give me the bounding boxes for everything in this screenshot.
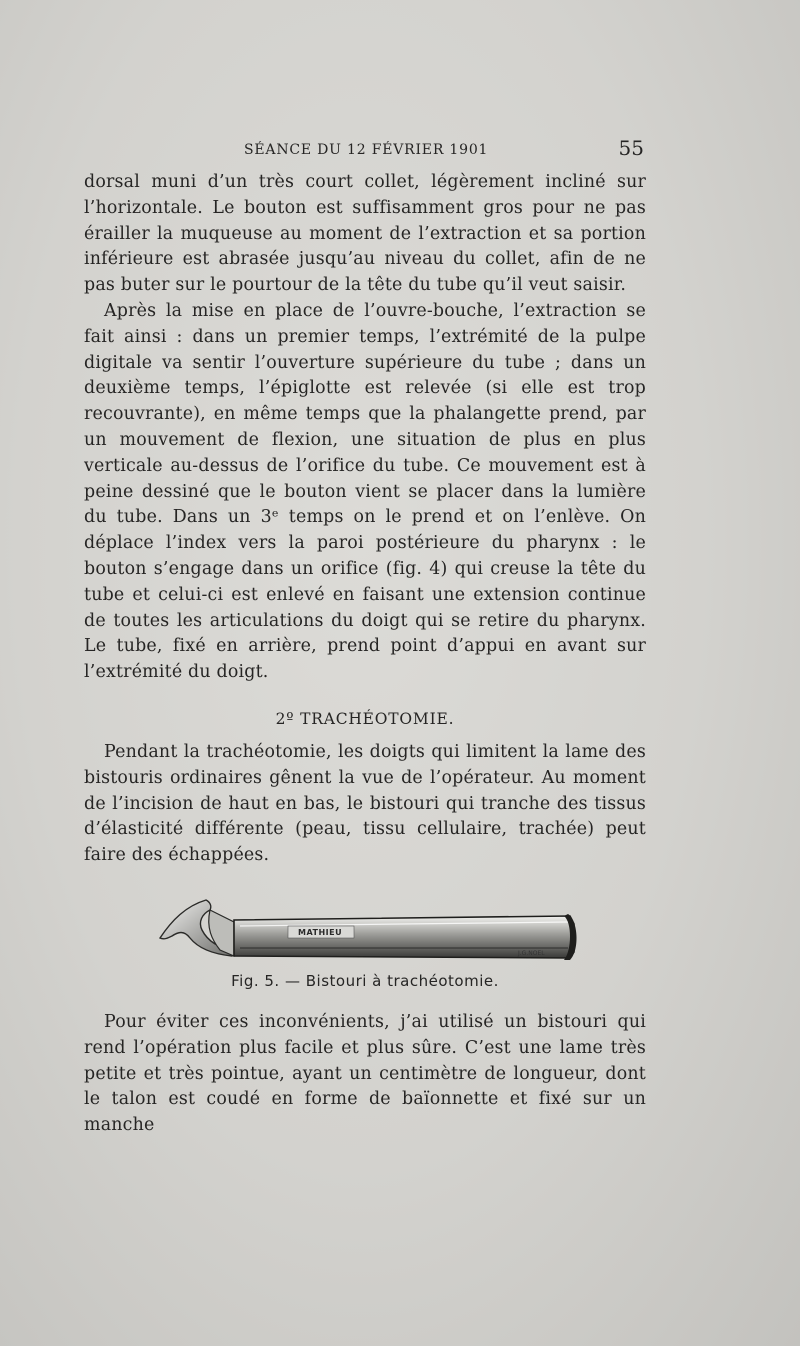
- closing-text: [84, 1010, 646, 1139]
- figure-caption: Fig. 5. — Bistouri à trachéotomie.: [231, 972, 499, 990]
- body-text: [84, 170, 646, 686]
- scalpel-illustration: [150, 890, 590, 970]
- page-header: [244, 136, 644, 164]
- paragraph: Après la mise en place de l’ouvre-bouche, l’extraction se fait ainsi : dans un premier temps, l’extrémité de la pulpe digitale va sentir l’ouverture supérieure du tube ; dans un deuxième temps, l’épiglotte est relevée (si elle est trop recouvrante), en même temps que la phalangette prend, par un mouvement de flexion, une situation de plus en plus verticale au-dessus de l’orifice du tube. Ce mouvement est à peine dessiné que le bouton vient se placer dans la lumière du tube. Dans un 3ᵉ temps on le prend et on l’enlève. On déplace l’index vers la paroi postérieure du pharynx : le bouton s’engage dans un orifice (fig. 4) qui creuse la tête du tube et celui-ci est enlevé en faisant une extension continue de toutes les articulations du doigt qui se retire du pharynx. Le tube, fixé en arrière, prend point d’appui en avant sur l’extrémité du doigt.: [84, 300, 646, 683]
- paragraph: Pour éviter ces inconvénients, j’ai utilisé un bistouri qui rend l’opération plus facile et plus sûre. C’est une lame très petite et très pointue, ayant un centimètre de longueur, dont le talon est coudé en forme de baïonnette et fixé sur un manche: [84, 1012, 646, 1136]
- section-heading: 2º TRACHÉOTOMIE.: [275, 710, 455, 728]
- paragraph: dorsal muni d’un très court collet, légèrement incliné sur l’horizontale. Le bouton est suffisamment gros pour ne pas érailler la muqueuse au moment de l’extraction et sa portion inférieure est abrasée jusqu’au niveau du collet, afin de ne pas buter sur le pourtour de la tête du tube qu’il veut saisir.: [84, 172, 646, 296]
- paragraph: Pendant la trachéotomie, les doigts qui limitent la lame des bistouris ordinaires gênent la vue de l’opérateur. Au moment de l’incision de haut en bas, le bistouri qui tranche des tissus d’élasticité différente (peau, tissu cellulaire, trachée) peut faire des échappées.: [84, 742, 646, 866]
- engraver-signature: J.G.NOEL: [518, 950, 545, 957]
- section-text: [84, 740, 646, 869]
- page-number: 55: [618, 136, 644, 160]
- running-head: SÉANCE DU 12 FÉVRIER 1901: [244, 142, 489, 158]
- scalpel-figure: [150, 890, 590, 970]
- maker-mark: MATHIEU: [298, 928, 343, 937]
